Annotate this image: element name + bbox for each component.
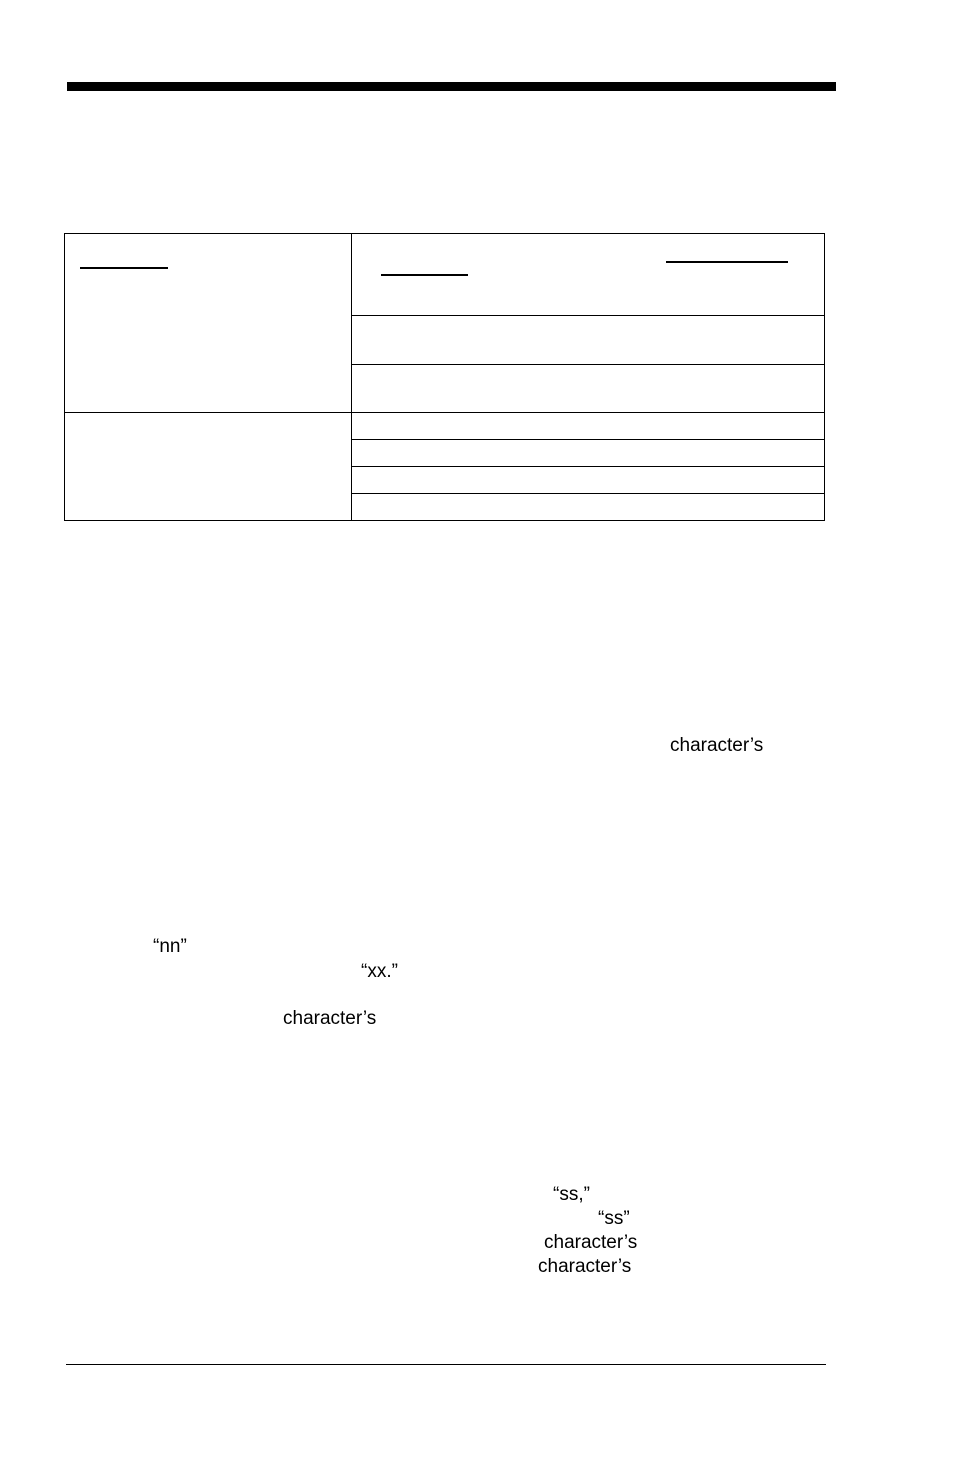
text-fragment: character’s — [544, 1232, 638, 1253]
text-fragment: character’s — [670, 735, 764, 756]
text-fragment: “ss” — [598, 1208, 630, 1229]
table-row-divider — [352, 439, 824, 440]
column-heading-underline — [666, 261, 788, 263]
table-column-divider — [351, 234, 352, 520]
table-row-divider — [352, 364, 824, 365]
column-heading-underline — [80, 267, 168, 269]
column-heading-underline — [381, 274, 468, 276]
text-fragment: “ss,” — [553, 1184, 590, 1205]
reference-table — [64, 233, 825, 521]
table-row-divider — [352, 315, 824, 316]
text-fragment: “nn” — [153, 936, 187, 957]
table-row-divider — [352, 493, 824, 494]
header-rule — [67, 82, 836, 91]
text-fragment: character’s — [538, 1256, 632, 1277]
table-row-divider — [65, 412, 824, 413]
table-row-divider — [352, 466, 824, 467]
text-fragment: “xx.” — [361, 961, 398, 982]
footer-rule — [66, 1364, 826, 1365]
text-fragment: character’s — [283, 1008, 377, 1029]
